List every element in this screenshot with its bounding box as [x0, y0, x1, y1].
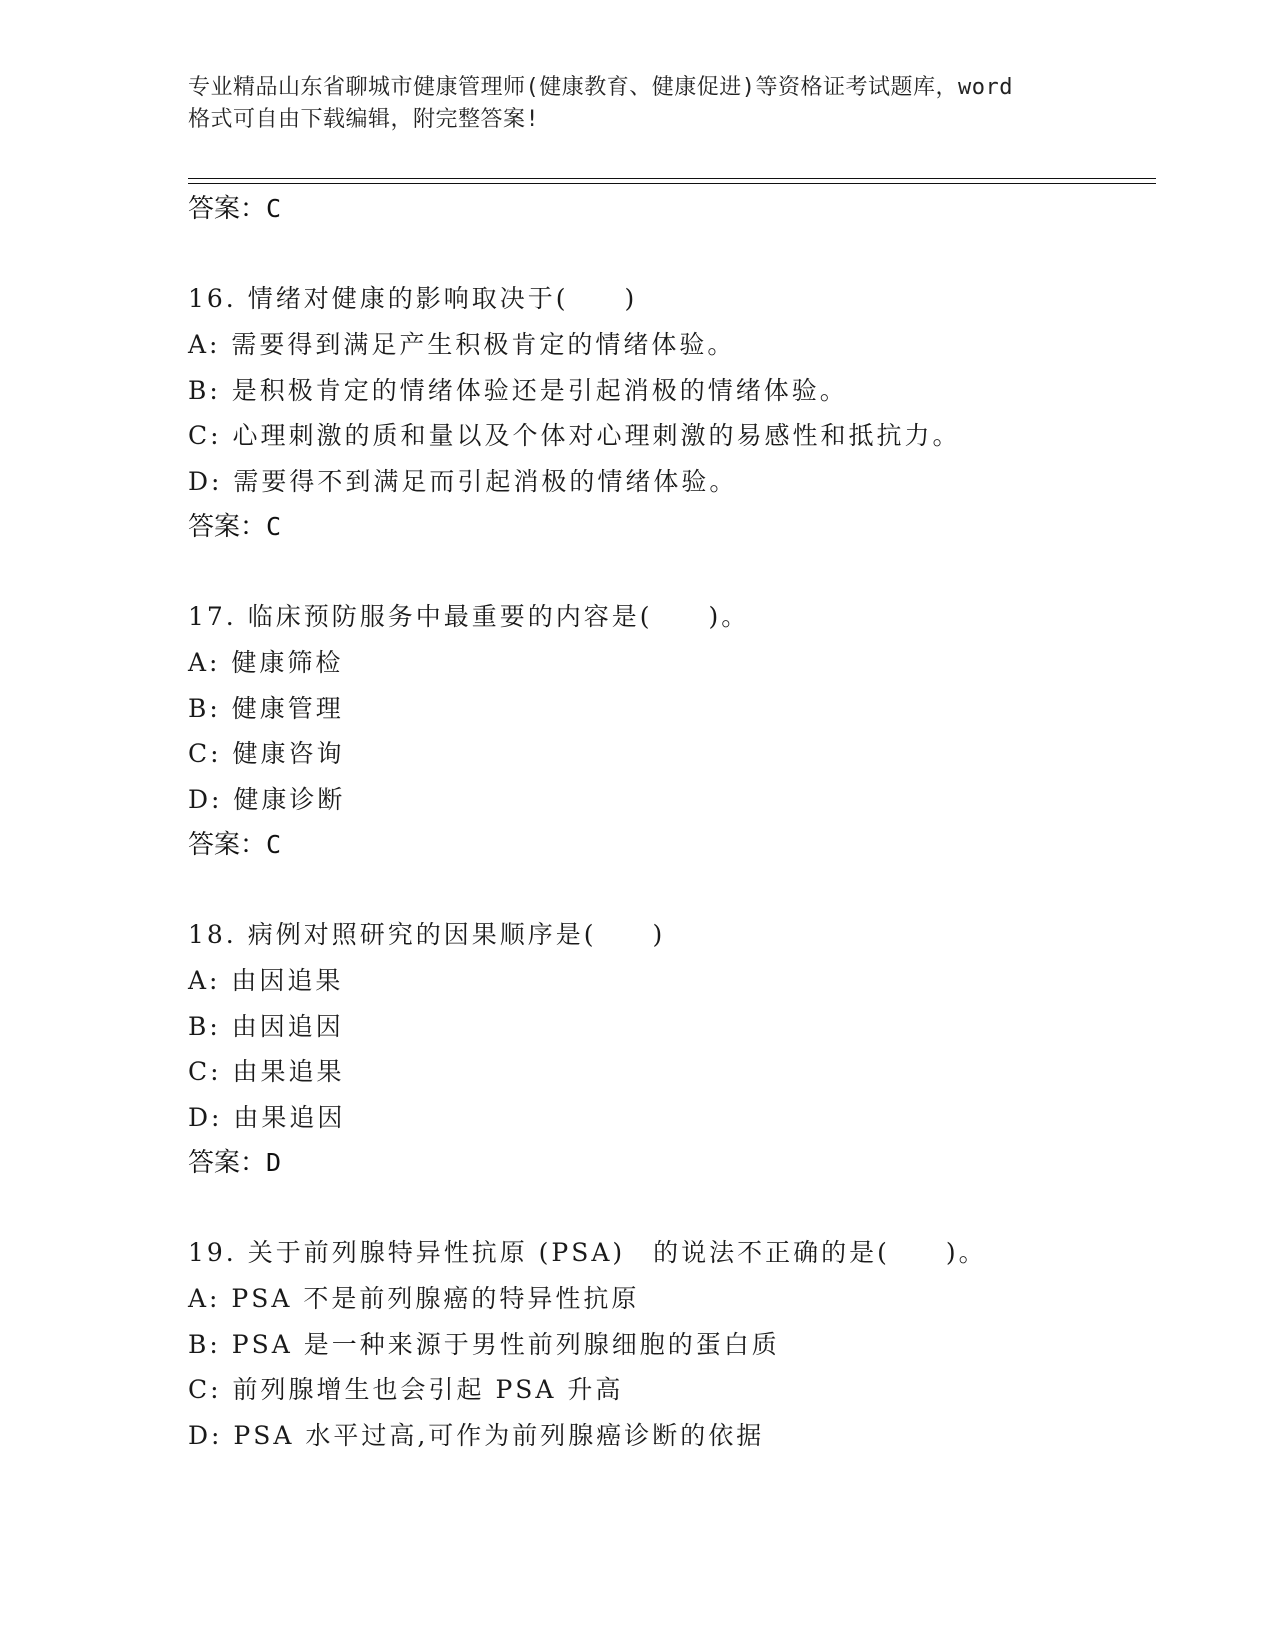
option-a: A: PSA 不是前列腺癌的特异性抗原 [188, 1284, 640, 1313]
option-b: B: 是积极肯定的情绪体验还是引起消极的情绪体验。 [188, 375, 848, 405]
option-b: B: 由因追因 [188, 1011, 344, 1041]
answer-label: 答案： [188, 512, 267, 542]
answer-label: 答案： [188, 830, 267, 860]
spacer [188, 550, 1148, 594]
spacer [188, 868, 1148, 912]
option-a: A: 由因追果 [188, 966, 344, 995]
option-b: B: PSA 是一种来源于男性前列腺细胞的蛋白质 [188, 1329, 780, 1359]
question-19: 19. 关于前列腺特异性抗原 (PSA) 的说法不正确的是( )。 [188, 1238, 987, 1267]
option-a: A: 健康筛检 [188, 648, 344, 677]
option-d: D: PSA 水平过高,可作为前列腺癌诊断的依据 [188, 1420, 765, 1450]
header-divider-top [188, 178, 1156, 179]
question-17: 17. 临床预防服务中最重要的内容是( )。 [188, 602, 750, 631]
spacer [188, 232, 1148, 276]
header-divider-bottom [188, 183, 1156, 184]
answer-line [188, 822, 1148, 868]
page-header [188, 72, 1088, 136]
option-c: C: 前列腺增生也会引起 PSA 升高 [188, 1375, 624, 1404]
answer-value: C [266, 194, 282, 223]
option-d: D: 需要得不到满足而引起消极的情绪体验。 [188, 466, 738, 496]
option-c: C: 心理刺激的质和量以及个体对心理刺激的易感性和抵抗力。 [188, 421, 961, 450]
option-d: D: 由果追因 [188, 1102, 346, 1132]
option-c: C: 健康咨询 [188, 739, 345, 768]
answer-line [188, 186, 1148, 232]
option-c: C: 由果追果 [188, 1057, 345, 1086]
option-b: B: 健康管理 [188, 693, 344, 723]
question-16: 16. 情绪对健康的影响取决于( ) [188, 284, 638, 313]
answer-value: D [266, 1148, 282, 1177]
answer-label: 答案： [188, 1148, 267, 1178]
option-a: A: 需要得到满足产生积极肯定的情绪体验。 [188, 330, 736, 359]
header-line-1: 专业精品山东省聊城市健康管理师(健康教育、健康促进)等资格证考试题库，word [188, 75, 1013, 100]
question-list [188, 186, 1148, 1458]
spacer [188, 1186, 1148, 1230]
answer-line [188, 1140, 1148, 1186]
header-line-2: 格式可自由下载编辑，附完整答案! [188, 107, 540, 132]
answer-line [188, 504, 1148, 550]
question-18: 18. 病例对照研究的因果顺序是( ) [188, 920, 666, 949]
option-d: D: 健康诊断 [188, 784, 346, 814]
answer-value: C [266, 830, 282, 859]
answer-value: C [266, 512, 282, 541]
answer-label: 答案： [188, 194, 267, 224]
